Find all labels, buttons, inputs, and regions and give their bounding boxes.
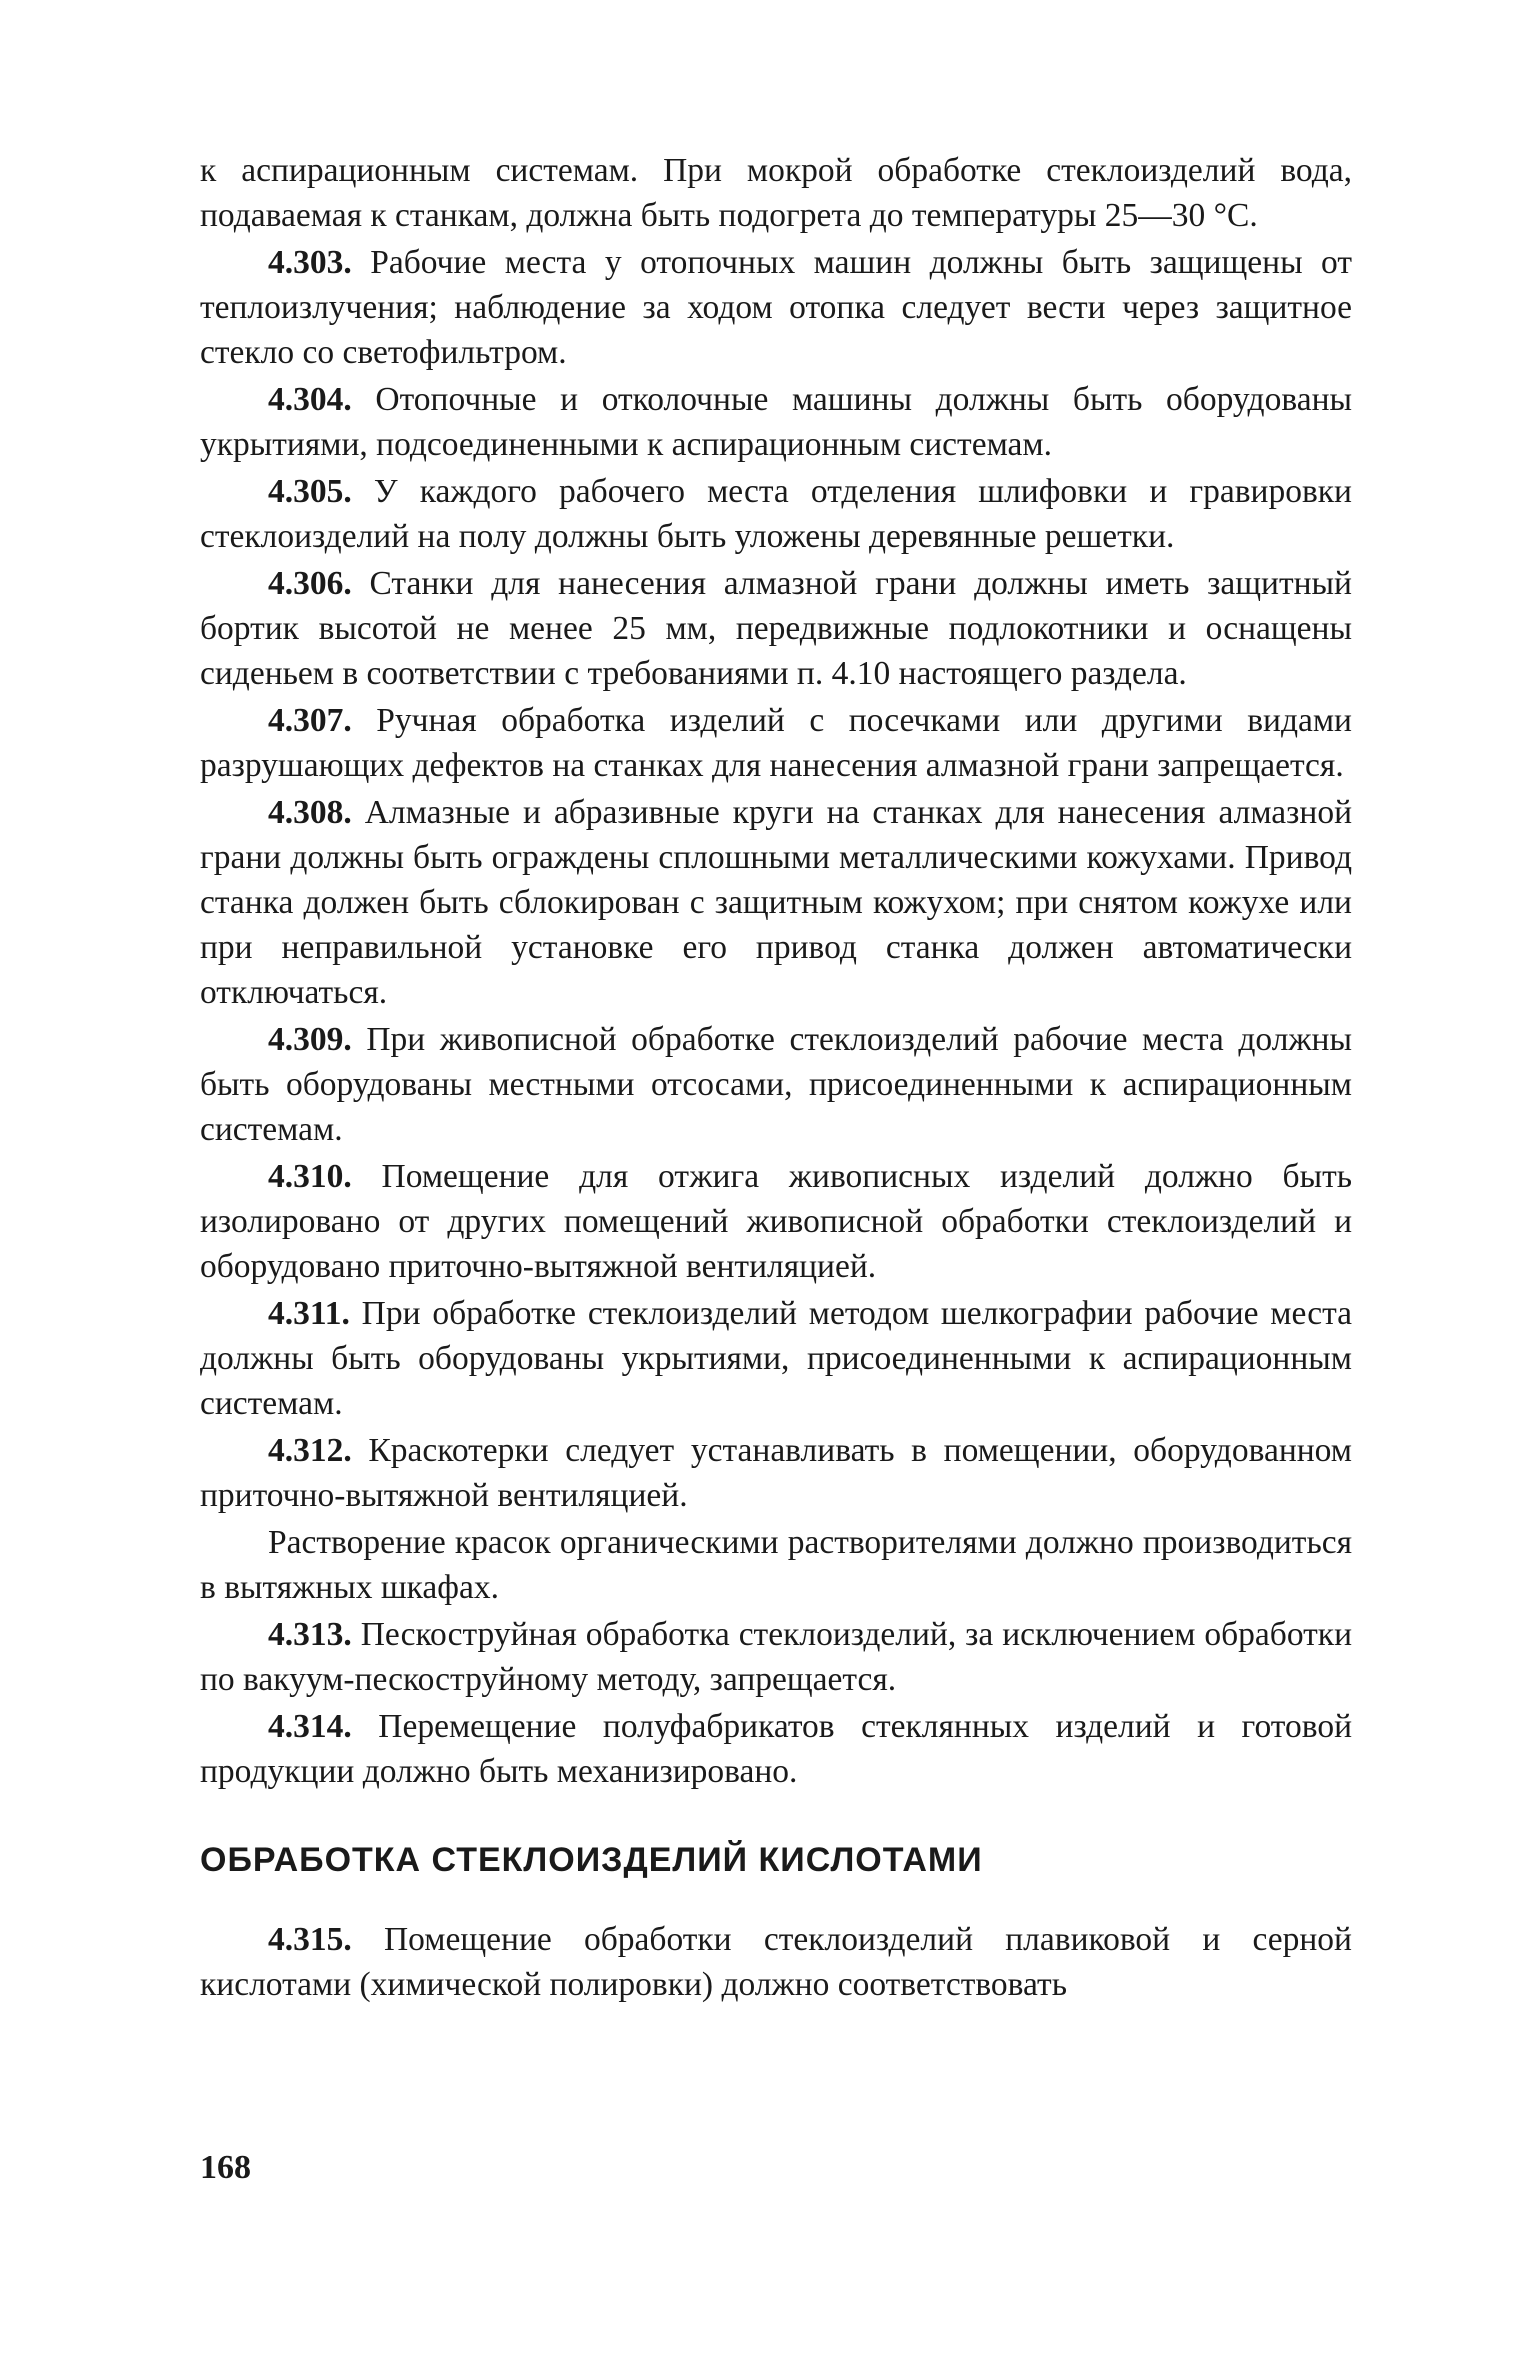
paragraph-text: Отопочные и отколочные машины должны быть оборудованы укрытиями, подсоединенными к аспирационным системам. [200,381,1352,463]
paragraph-4-307 [200,698,1352,788]
clause-number: 4.307. [268,702,352,739]
paragraph-4-308 [200,790,1352,1015]
paragraph-text: Рабочие места у отопочных машин должны быть защищены от теплоизлучения; наблюдение за ходом отопка следует вести через защитное стекло со светофильтром. [200,244,1352,371]
clause-number: 4.308. [268,794,352,831]
clause-number: 4.315. [268,1921,352,1958]
page-number: 168 [200,2149,251,2186]
paragraph-4-314 [200,1704,1352,1794]
paragraph-4-309 [200,1017,1352,1152]
paragraph-4-306 [200,561,1352,696]
paragraph-text: У каждого рабочего места отделения шлифовки и гравировки стеклоизделий на полу должны быть уложены деревянные решетки. [200,473,1352,555]
paragraph-4-303 [200,240,1352,375]
paragraph-4-311 [200,1291,1352,1426]
paragraph-4-305 [200,469,1352,559]
paragraph-text: Алмазные и абразивные круги на станках для нанесения алмазной грани должны быть ограждены сплошными металлическими кожухами. Привод станка должен быть сблокирован с защитным кожухом; при снятом кожухе или при неправильной установке его привод станка должен автоматически отключаться. [200,794,1352,1011]
paragraph-4-313 [200,1612,1352,1702]
document-page [200,148,1352,2009]
paragraph-4-310 [200,1154,1352,1289]
paragraph-4-304 [200,377,1352,467]
clause-number: 4.306. [268,565,352,602]
paragraph-text: Помещение для отжига живописных изделий должно быть изолировано от других помещений живописной обработки стеклоизделий и оборудовано приточно-вытяжной вентиляцией. [200,1158,1352,1285]
paragraph-text: При обработке стеклоизделий методом шелкографии рабочие места должны быть оборудованы укрытиями, присоединенными к аспирационным системам. [200,1295,1352,1422]
paragraph-text: Перемещение полуфабрикатов стеклянных изделий и готовой продукции должно быть механизировано. [200,1708,1352,1790]
paragraph-continuation [200,148,1352,238]
paragraph-text: При живописной обработке стеклоизделий рабочие места должны быть оборудованы местными отсосами, присоединенными к аспирационным системам. [200,1021,1352,1148]
section-heading: ОБРАБОТКА СТЕКЛОИЗДЕЛИЙ КИСЛОТАМИ [200,1841,983,1879]
paragraph-text: Станки для нанесения алмазной грани должны иметь защитный бортик высотой не менее 25 мм, передвижные подлокотники и оснащены сиденьем в соответствии с требованиями п. 4.10 настоящего раздела. [200,565,1352,692]
clause-number: 4.311. [268,1295,350,1332]
paragraph-text: Растворение красок органическими растворителями должно производиться в вытяжных шкафах. [200,1524,1352,1606]
paragraph-text: Пескоструйная обработка стеклоизделий, за исключением обработки по вакуум-пескоструйному методу, запрещается. [200,1616,1352,1698]
clause-number: 4.305. [268,473,352,510]
clause-number: 4.310. [268,1158,352,1195]
paragraph-text: Ручная обработка изделий с посечками или другими видами разрушающих дефектов на станках для нанесения алмазной грани запрещается. [200,702,1352,784]
clause-number: 4.314. [268,1708,352,1745]
paragraph-text: Помещение обработки стеклоизделий плавиковой и серной кислотами (химической полировки) должно соответствовать [200,1921,1352,2003]
clause-number: 4.303. [268,244,352,281]
paragraph-solvents [200,1520,1352,1610]
paragraph-4-312 [200,1428,1352,1518]
clause-number: 4.304. [268,381,352,418]
clause-number: 4.309. [268,1021,352,1058]
paragraph-4-315 [200,1917,1352,2007]
clause-number: 4.312. [268,1432,352,1469]
clause-number: 4.313. [268,1616,352,1653]
paragraph-text: Краскотерки следует устанавливать в помещении, оборудованном приточно-вытяжной вентиляцией. [200,1432,1352,1514]
paragraph-text: к аспирационным системам. При мокрой обработке стеклоизделий вода, подаваемая к станкам, должна быть подогрета до температуры 25—30 °С. [200,152,1352,234]
